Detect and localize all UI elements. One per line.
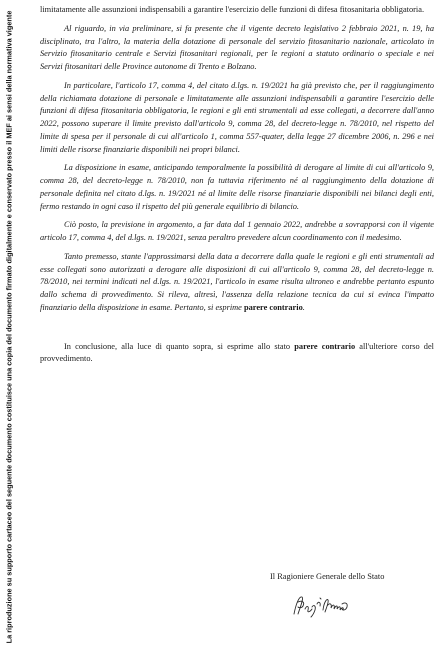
opinion-contrary-bold: parere contrario	[243, 302, 303, 312]
paragraph-intro: limitatamente alle assunzioni indispensabili a garantire l'esercizio delle funzioni di difesa fitosanitaria obbligatoria.	[40, 5, 425, 14]
paragraph-article-17: In particolare, l'articolo 17, comma 4, del citato d.lgs. n. 19/2021 ha già previsto che, per il raggiungimento della richiamata dotazione di personale e limitatamente alle assunzioni indispensabili a garantire l'esercizio delle funzioni di difesa fitosanitaria obbligatoria, le regioni e gli enti strumentali ad esse collegati, a decorrere dall'anno 2022, possono superare il limite previsto dall'articolo 9, comma 28, del decreto-legge n. 78/2010, nel rispetto del limite di spesa per il personale di cui all'articolo 1, comma 557-quater, della legge 27 dicembre 2006, n. 296 e nei limiti delle risorse finanziarie disponibili nei propri bilanci.	[40, 80, 434, 154]
side-note-text: La riproduzione su supporto cartaceo del seguente documento costituisce una copia del documento firmato digitalmente e conservato presso il MEF ai sensi della normativa vigente	[4, 10, 14, 644]
paragraph-conclusion-text: In conclusione, alla luce di quanto sopra, si esprime allo stato	[64, 341, 291, 351]
paragraph-conclusion	[40, 341, 434, 367]
paragraph-opinion	[40, 251, 434, 315]
paragraph-preliminary: Al riguardo, in via preliminare, si fa presente che il vigente decreto legislativo 2 febbraio 2021, n. 19, ha disciplinato, tra l'altro, la materia della dotazione di personale del servizio fitosanitario nazionale, articolato in Servizio fitosanitario centrale e Servizi fitosanitari regionali, per le regioni a statuto ordinario o speciale e nei Servizi fitosanitari delle Province autonome di Trento e Bolzano.	[40, 23, 434, 71]
document-body	[40, 4, 434, 366]
paragraph-opinion-end: .	[302, 302, 305, 312]
conclusion-contrary-bold: parere contrario	[294, 341, 356, 351]
signatory-title: Il Ragioniere Generale dello Stato	[270, 572, 385, 581]
side-note	[4, 0, 14, 654]
paragraph-provision: La disposizione in esame, anticipando temporalmente la possibilità di derogare al limite di cui all'articolo 9, comma 28, del decreto-legge n. 78/2010, non fa tuttavia riferimento né al raggiungimento della dotazione di personale definita nel citato d.lgs. n. 19/2021 né al limite delle risorse finanziarie disponibili nei bilanci degli enti, fermo restando in ogni caso il rispetto del più generale equilibrio di bilancio.	[40, 163, 434, 211]
handwritten-signature	[290, 590, 352, 620]
paragraph-overlap: Ciò posto, la previsione in argomento, a far data dal 1 gennaio 2022, andrebbe a sovrapporsi con il vigente articolo 17, comma 4, del d.lgs. n. 19/2021, senza peraltro prevedere alcun coordinamento con il medesimo.	[40, 220, 434, 242]
paragraph-conclusion-end: all'ulteriore corso del provvedimento.	[40, 341, 434, 364]
paragraph-opinion-text: Tanto premesso, stante l'approssimarsi della data a decorrere dalla quale le regioni e gli enti strumentali ad esse collegati sono autorizzati a derogare alle disposizioni di cui all'articolo 9, comma 28, del decreto-legge n. 78/2010, nei termini indicati nel d.lgs. n. 19/2021, l'articolo in esame risulta ultroneo e andrebbe pertanto espunto dallo schema di provvedimento. Si rileva, altresì, l'assenza della relazione tecnica da cui si evinca l'impatto finanziario della disposizione in esame. Pertanto, si esprime	[40, 251, 434, 312]
